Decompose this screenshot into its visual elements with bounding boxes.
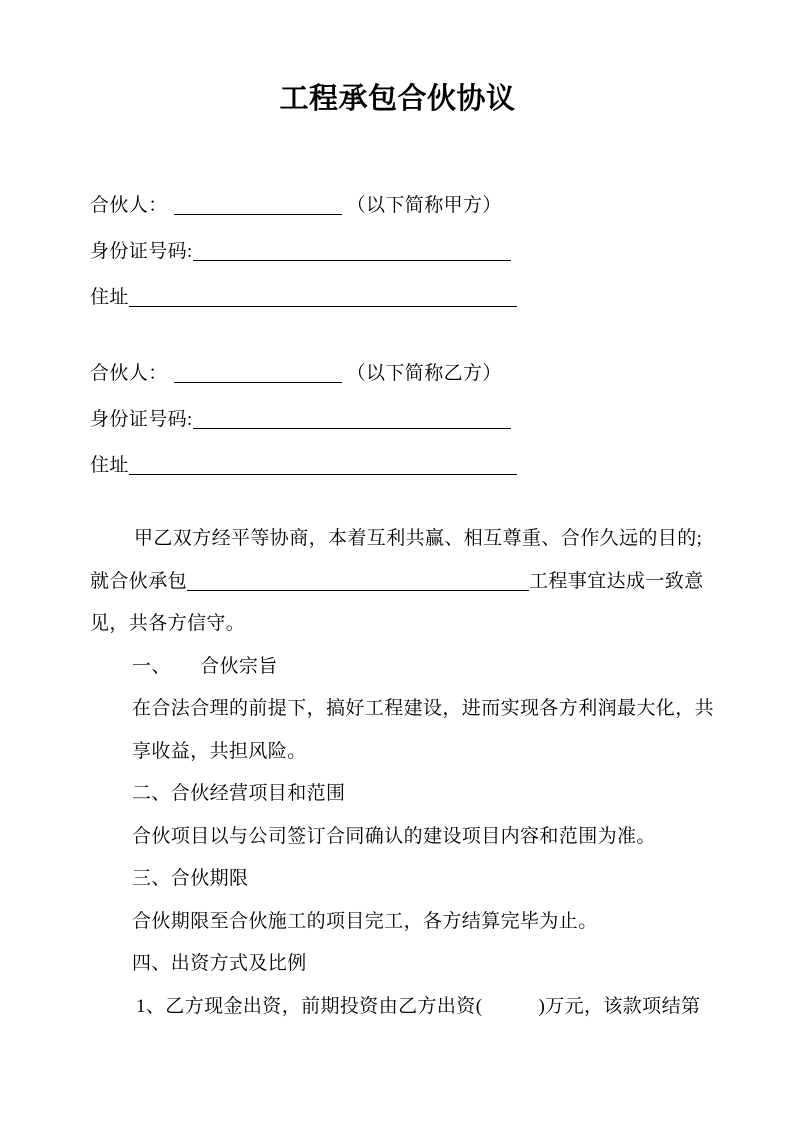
section-heading-purpose: 一、 合伙宗旨 [132,655,278,677]
contract-body [90,518,715,1028]
preamble-line-2 [90,561,705,604]
address-label: 住址 [90,455,129,476]
address-blank[interactable] [129,455,517,475]
partner-name-line [90,351,705,397]
project-name-blank[interactable] [187,571,529,591]
preamble-line-2-prefix: 就合伙承包 [90,570,188,592]
partner-name-blank[interactable] [174,363,342,383]
clause-item-1 [136,986,705,1029]
party-block-yifang [90,351,705,489]
section-body-line: 在合法合理的前提下，搞好工程建设，进而实现各方利润最大化，共 [132,698,715,719]
id-number-line [90,229,705,275]
id-number-label: 身份证号码: [90,409,193,430]
id-number-blank[interactable] [193,241,511,261]
section-body-line: 合伙项目以与公司签订合同确认的建设项目内容和范围为准。 [132,825,656,847]
preamble-line-1: 甲乙双方经平等协商，本着互利共赢、相互尊重、合作久远的目的; [134,528,703,549]
section-body-line: 合伙期限至合伙施工的项目完工，各方结算完毕为止。 [132,910,598,932]
section-heading-term: 三、合伙期限 [132,868,249,889]
partner-alias-note: （以下简称乙方） [346,363,502,384]
party-block-jiafang [90,183,705,321]
id-number-blank[interactable] [193,409,511,429]
partner-label: 合伙人： [90,363,168,384]
id-number-label: 身份证号码: [90,241,193,262]
partner-name-blank[interactable] [174,195,342,215]
partner-name-line [90,183,705,229]
partner-alias-note: （以下简称甲方） [346,195,502,216]
address-label: 住址 [90,287,129,308]
amount-blank[interactable] [482,997,538,1016]
clause-item-1-suffix: )万元，该款项结第 [538,995,701,1017]
address-blank[interactable] [129,287,517,307]
clause-item-1-prefix: 1、乙方现金出资，前期投资由乙方出资( [136,995,483,1017]
document-title: 工程承包合伙协议 [279,83,516,115]
address-line [90,275,705,321]
id-number-line [90,397,705,443]
preamble-line-2-suffix: 工程事宜达成一致意 [529,570,704,592]
section-heading-scope: 二、合伙经营项目和范围 [132,783,346,804]
address-line [90,443,705,489]
preamble-line-3: 见，共各方信守。 [90,613,246,634]
section-heading-contribution: 四、出资方式及比例 [132,953,307,974]
section-body-line: 享收益，共担风险。 [132,740,307,762]
partner-label: 合伙人： [90,195,168,216]
